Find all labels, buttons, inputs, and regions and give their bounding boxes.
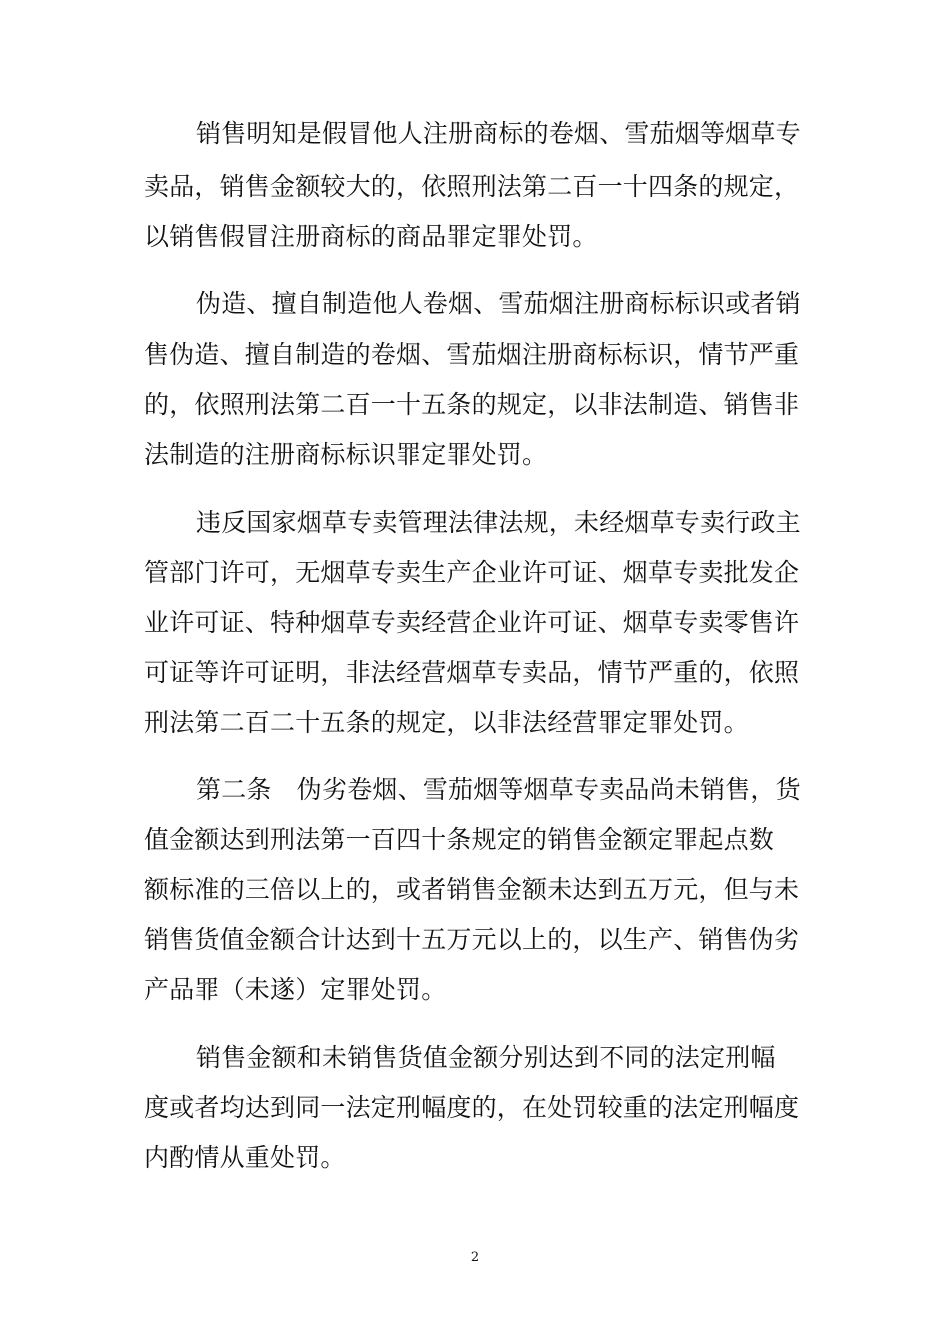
paragraph-1-line-1: 销售明知是假冒他人注册商标的卷烟、雪茄烟等烟草专 xyxy=(196,119,801,148)
paragraph-3-line-3: 业许可证、特种烟草专卖经营企业许可证、烟草专卖零售许 xyxy=(144,608,800,637)
paragraph-5-line-1: 销售金额和未销售货值金额分别达到不同的法定刑幅 xyxy=(196,1043,776,1072)
paragraph-3-line-2: 管部门许可，无烟草专卖生产企业许可证、烟草专卖批发企 xyxy=(144,558,800,587)
paragraph-4-line-4: 销售货值金额合计达到十五万元以上的，以生产、销售伪劣 xyxy=(144,925,800,954)
paragraph-1-line-2: 卖品，销售金额较大的，依照刑法第二百一十四条的规定， xyxy=(144,172,800,201)
paragraph-3-line-1: 违反国家烟草专卖管理法律法规，未经烟草专卖行政主 xyxy=(196,508,801,537)
paragraph-2-line-3: 的，依照刑法第二百一十五条的规定，以非法制造、销售非 xyxy=(144,390,800,419)
paragraph-2-line-2: 售伪造、擅自制造的卷烟、雪茄烟注册商标标识，情节严重 xyxy=(144,340,800,369)
paragraph-4-line-2: 值金额达到刑法第一百四十条规定的销售金额定罪起点数 xyxy=(144,825,775,854)
paragraph-2-line-1: 伪造、擅自制造他人卷烟、雪茄烟注册商标标识或者销 xyxy=(196,289,801,318)
paragraph-2-line-4: 法制造的注册商标标识罪定罪处罚。 xyxy=(144,440,548,469)
paragraph-5-line-2: 度或者均达到同一法定刑幅度的，在处罚较重的法定刑幅度 xyxy=(144,1093,800,1122)
paragraph-4-line-5: 产品罪（未遂）定罪处罚。 xyxy=(144,975,447,1004)
paragraph-4-line-3: 额标准的三倍以上的，或者销售金额未达到五万元，但与未 xyxy=(144,875,800,904)
paragraph-1-line-3: 以销售假冒注册商标的商品罪定罪处罚。 xyxy=(144,222,598,251)
paragraph-5-line-3: 内酌情从重处罚。 xyxy=(144,1143,346,1172)
page-number: 2 xyxy=(470,1250,480,1265)
paragraph-4-line-1: 第二条 伪劣卷烟、雪茄烟等烟草专卖品尚未销售，货 xyxy=(196,775,801,804)
paragraph-3-line-5: 刑法第二百二十五条的规定，以非法经营罪定罪处罚。 xyxy=(144,708,749,737)
paragraph-3-line-4: 可证等许可证明，非法经营烟草专卖品，情节严重的，依照 xyxy=(144,658,800,687)
